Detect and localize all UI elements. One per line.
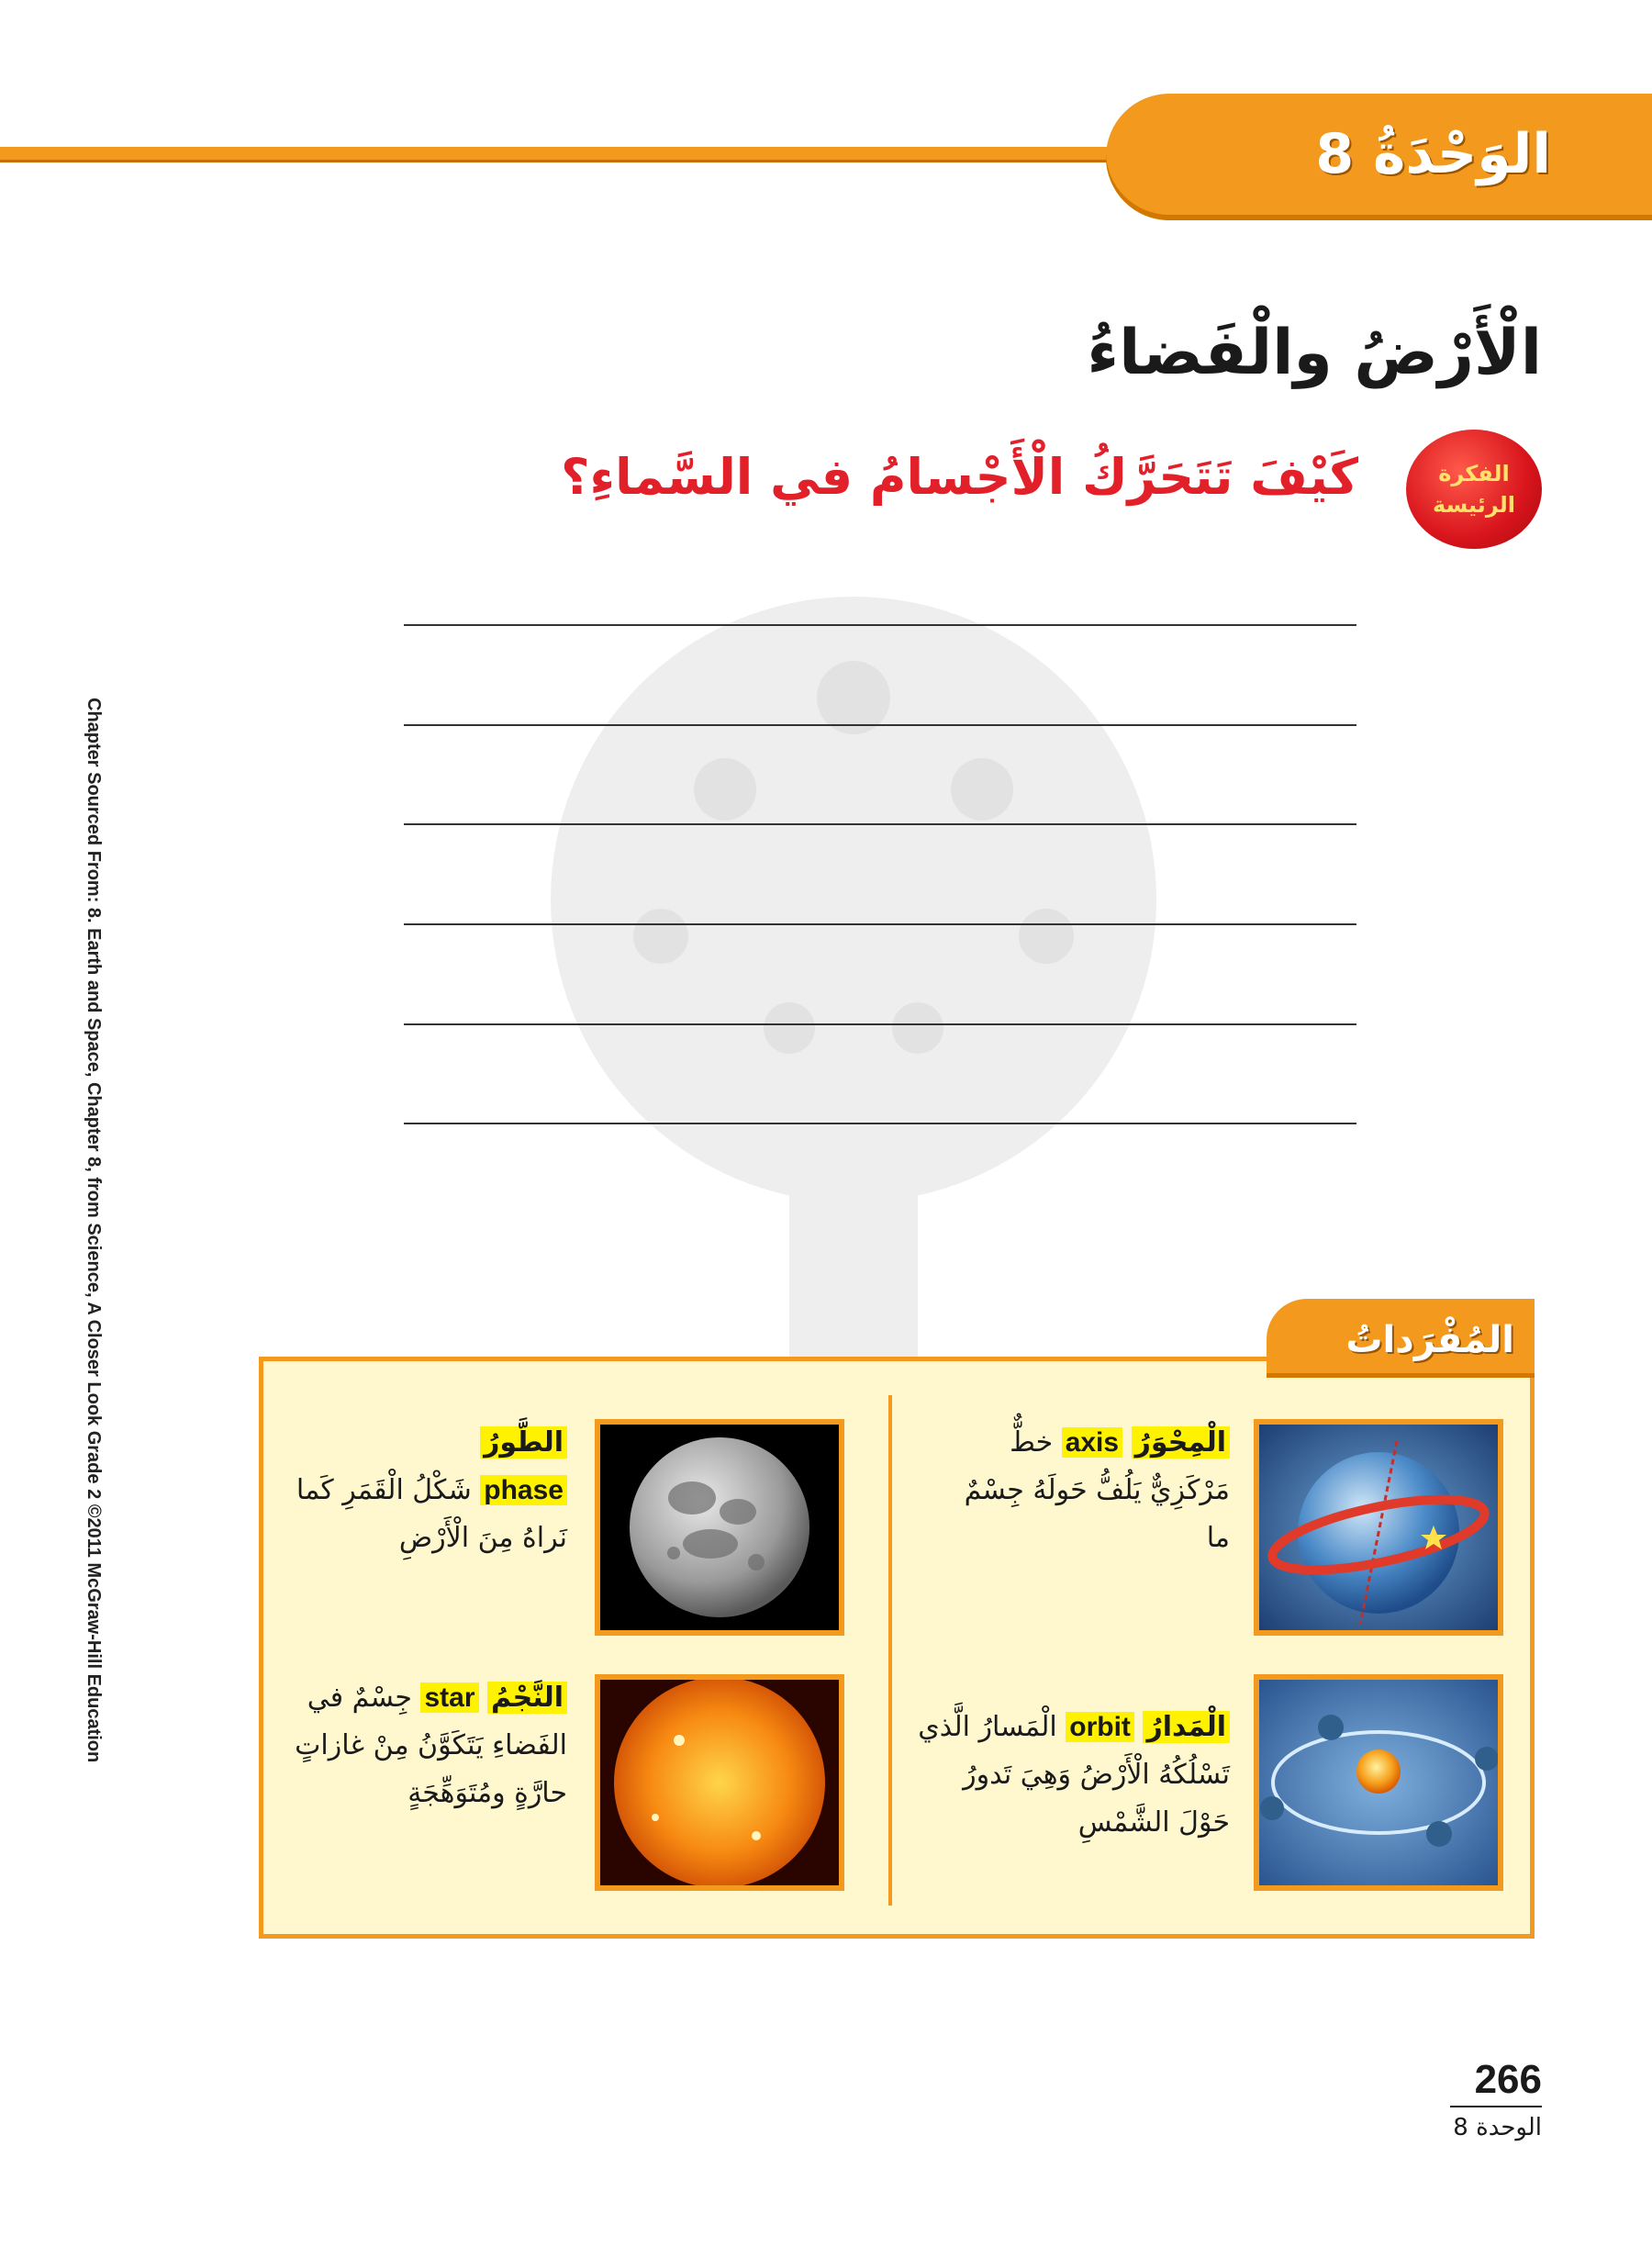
vocab-term-ar: الْمَدارُ <box>1143 1711 1230 1743</box>
answer-line[interactable] <box>404 624 1356 626</box>
earth-axis-icon <box>1254 1419 1503 1636</box>
unit-title: الْأَرْضُ والْفَضاءُ <box>1087 317 1542 389</box>
sun-icon <box>595 1674 844 1891</box>
badge-line-1: الفكرة <box>1438 461 1510 486</box>
unit-label: الوَحْدَةُ 8 <box>1315 122 1551 186</box>
header-rule <box>0 147 1138 160</box>
main-idea-question: كَيْفَ تَتَحَرَّكُ الْأَجْسامُ في السَّماءِ؟ <box>561 448 1358 506</box>
page-number: 266 <box>1474 2057 1542 2102</box>
vocab-item-orbit <box>918 1704 1230 1847</box>
answer-line[interactable] <box>404 823 1356 825</box>
badge-line-2: الرئيسة <box>1433 492 1515 518</box>
vocab-term-en: orbit <box>1066 1712 1134 1742</box>
vocab-term-en: axis <box>1062 1427 1122 1458</box>
answer-line[interactable] <box>404 724 1356 726</box>
vocab-definition: جِسْمٌ في الفَضاءِ يَتَكَوَّنُ مِنْ غازاتٍ حارَّةٍ ومُتَوَهِّجَةٍ <box>295 1682 567 1809</box>
answer-line[interactable] <box>404 923 1356 925</box>
vocabulary-heading: المُفْرَداتُ <box>1345 1319 1514 1361</box>
vocab-term-ar: الطَّورُ <box>480 1426 567 1459</box>
side-credit: Chapter Sourced From: 8. Earth and Space, Chapter 8, from Science, A Closer Look Grade 2 ©2011 McGraw-Hill Education <box>84 698 104 1763</box>
vocabulary-divider <box>888 1395 892 1906</box>
vocab-item-axis <box>954 1419 1230 1562</box>
answer-line[interactable] <box>404 1023 1356 1025</box>
footer-unit: الوحدة 8 <box>1453 2114 1542 2141</box>
main-idea-badge <box>1406 430 1542 549</box>
answer-line[interactable] <box>404 1123 1356 1124</box>
orbit-icon <box>1254 1674 1503 1891</box>
vocab-term-en: phase <box>480 1475 567 1505</box>
vocab-item-phase <box>292 1419 567 1562</box>
vocab-item-star <box>292 1674 567 1817</box>
moon-icon <box>595 1419 844 1636</box>
header-rule-shadow <box>0 160 1138 162</box>
vocab-definition: الْمَسارُ الَّذي تَسْلُكُهُ الْأَرْضُ وَهِيَ تَدورُ حَوْلَ الشَّمْسِ <box>918 1711 1230 1839</box>
vocab-definition: شَكْلُ الْقَمَرِ كَما نَراهُ مِنَ الْأَرْضِ <box>296 1474 567 1554</box>
vocab-term-ar: النَّجْمُ <box>487 1682 567 1714</box>
vocab-term-ar: الْمِحْوَرُ <box>1132 1426 1230 1459</box>
vocab-definition: خطٌّ مَرْكَزِيٌّ يَلُفُّ حَولَهُ جِسْمٌ ما <box>964 1426 1230 1554</box>
vocab-term-en: star <box>420 1682 478 1713</box>
